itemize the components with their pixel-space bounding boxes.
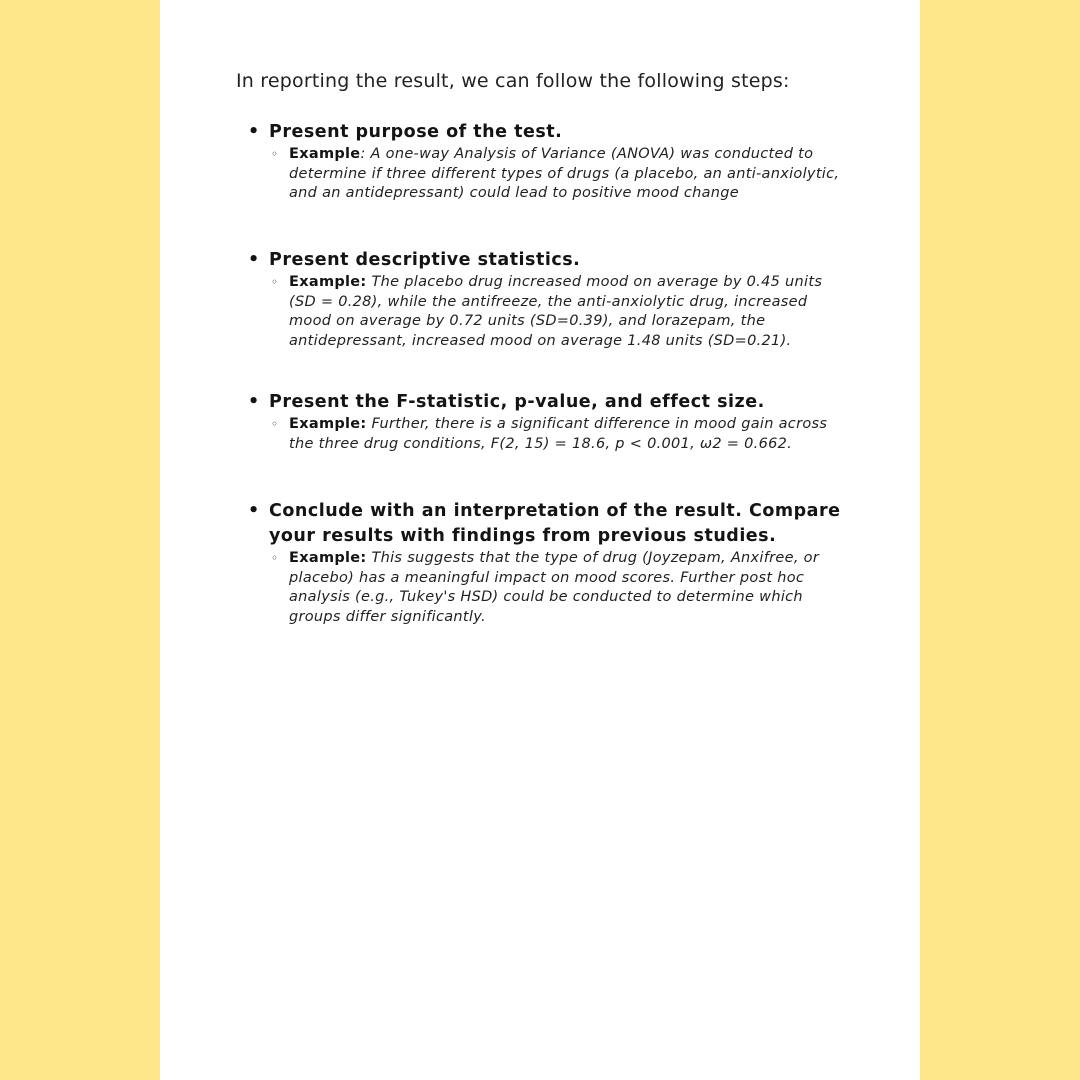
bullet-icon: • <box>248 501 260 521</box>
step-item-purpose <box>248 120 858 204</box>
circle-bullet-icon: ◦ <box>271 275 279 289</box>
document-page <box>160 0 920 1080</box>
step-title-text: Conclude with an interpretation of the result. Compare your results with findings from previous studies. <box>269 501 841 546</box>
example-label: Example: <box>289 416 367 432</box>
example-item <box>271 549 854 627</box>
circle-bullet-icon: ◦ <box>271 417 279 431</box>
step-title-text: Present the F-statistic, p-value, and effect size. <box>269 392 765 412</box>
example-item <box>271 415 854 454</box>
step-title <box>248 499 858 549</box>
intro-text: In reporting the result, we can follow the following steps: <box>236 70 790 92</box>
step-title-text: Present descriptive statistics. <box>269 250 581 270</box>
step-title <box>248 248 858 273</box>
bullet-icon: • <box>248 122 260 142</box>
step-title-text: Present purpose of the test. <box>269 122 563 142</box>
example-label: Example <box>289 146 361 162</box>
circle-bullet-icon: ◦ <box>271 147 279 161</box>
step-item-f-statistic <box>248 390 858 454</box>
example-text: This suggests that the type of drug (Joyzepam, Anxifree, or placebo) has a meaningful impact on mood scores. Further post hoc analysis (e.g., Tukey's HSD) could be conducted to determine which groups differ significantly. <box>289 550 820 625</box>
example-text: Further, there is a significant difference in mood gain across the three drug conditions, F(2, 15) = 18.6, p < 0.001, ω2 = 0.662. <box>289 416 828 452</box>
example-item <box>271 145 854 204</box>
step-item-descriptive-statistics <box>248 248 858 351</box>
circle-bullet-icon: ◦ <box>271 551 279 565</box>
example-item <box>271 273 854 351</box>
example-text: The placebo drug increased mood on average by 0.45 units (SD = 0.28), while the antifreeze, the anti-anxiolytic drug, increased mood on average by 0.72 units (SD=0.39), and lorazepam, the antidepressant, increased mood on average 1.48 units (SD=0.21). <box>289 274 823 349</box>
example-label: Example: <box>289 274 367 290</box>
example-label: Example: <box>289 550 367 566</box>
example-text: : A one-way Analysis of Variance (ANOVA) was conducted to determine if three different types of drugs (a placebo, an anti-anxiolytic, and an antidepressant) could lead to positive mood change <box>289 146 840 202</box>
bullet-icon: • <box>248 392 260 412</box>
step-title <box>248 390 858 415</box>
step-title <box>248 120 858 145</box>
step-item-conclusion <box>248 499 858 627</box>
bullet-icon: • <box>248 250 260 270</box>
